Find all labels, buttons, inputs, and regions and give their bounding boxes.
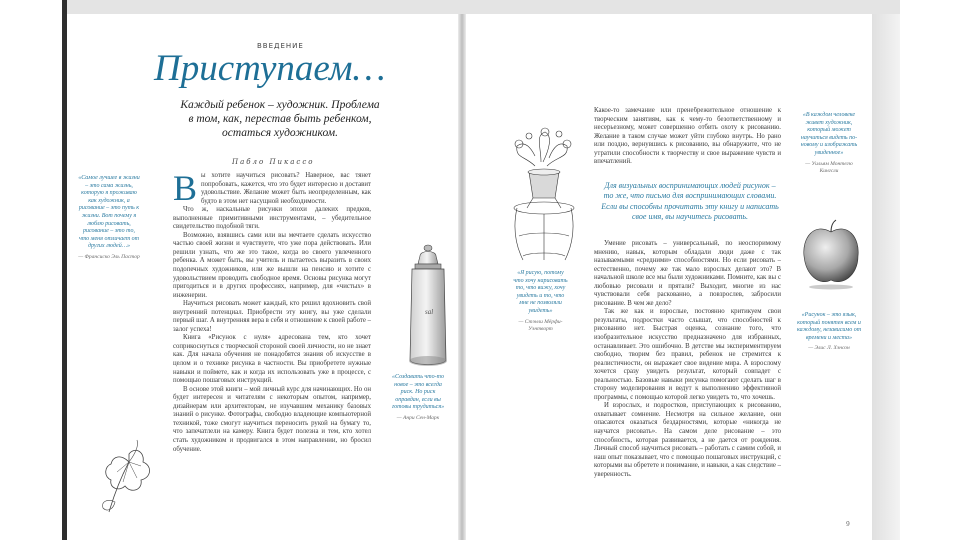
page-number: 9 xyxy=(846,521,850,528)
side-quote-text: «Я рисую, потому что хочу нарисовать то, что вижу, хочу увидеть и то, что мне не позволяли увидеть» xyxy=(513,270,568,314)
left-body-column xyxy=(173,172,371,520)
paragraph: Вы хотите научиться рисовать? Наверное, вас тянет попробовать, кажется, что это будет интересно и доставит удовольствие. Желание может быть неопределенным, как будто в этом нет насущной необходимости. xyxy=(173,172,371,208)
paragraph: Умение рисовать – универсальный, по неоспоримому мнению, навык, которым обладали люди даже с так называемыми «средними» способностями. Но если рисовать – естественно, почему же так мало взрослых делают это? В начальной школе все мы были художниками. Помните, как вы с любовью рисовали и прятали? Выходит, многие из нас чувствовали себя раскованно, а повзрослев, забросили рисование. В чем же дело? xyxy=(594,240,781,307)
grape-leaf-sketch xyxy=(95,432,170,522)
book-right-edge xyxy=(872,14,900,540)
apple-sketch xyxy=(800,218,862,290)
side-quote-right-top xyxy=(796,112,862,176)
salt-shaker-sketch xyxy=(398,242,458,372)
drop-cap: В xyxy=(173,172,198,208)
side-quote-center xyxy=(513,270,568,334)
paragraph: В основе этой книги – мой личный курс для начинающих. Но он будет интересен и читателям с некоторым опытом, например, дизайнерам или архитекторам, не изучавшим механику базовых знаний о рисунке. Фотографы, свободно владеющие компьютерной техникой, тоже смогут научиться переносить рукой на бумагу то, что запечатлели на камеру. Книга будет полезна и тем, кто хотел стать художником и продвигался в этом направлении, но бросил обучение. xyxy=(173,385,371,453)
book-top-edge xyxy=(62,0,900,15)
paragraph: Книга «Рисунок с нуля» адресована тем, кто хочет соприкоснуться с творческой стороной своей личности, но не знает как. Для начала обучения не понадобятся знания об искусстве в целом и о технике рисунка в частности. Вы приобретете нужные навыки и поймете, как и когда их использовать уже в процессе, с помощью пошаговых инструкций. xyxy=(173,334,371,385)
side-quote-left xyxy=(78,175,140,262)
epigraph-text: Каждый ребенок – художник. Проблема в том, как, перестав быть ребенком, остаться художником. xyxy=(180,99,380,139)
potted-plant-stand-sketch xyxy=(505,126,585,266)
side-quote-author: — Франсиско Эль Пастор xyxy=(78,253,140,260)
paragraph: И взрослых, и подростков, приступающих к рисованию, охватывает сомнение. Несмотря на сильное желание, они опасаются оказаться бездарностями, которые «никогда не научатся рисовать». На самом деле рисование – это способность, которая развивается, а не дается от рождения. Личный способ научиться рисовать – работать с самим собой, и наш опыт показывает, что с помощью пошаговых инструкций, с которыми вы обретете и понимание, и навыки, а как следствие – уверенность. xyxy=(594,402,781,478)
paragraph: Какое-то замечание или пренебрежительное отношение к творческим занятиям, как к чему-то безответственному и несерьезному, может совершенно отбить охоту к рисованию. Желание в таком случае может уйти глубоко внутрь. Но рано или поздно, вернувшись к рисованию, вы обнаружите, что не утратили способности к творчеству и свое выражение чувств и впечатлений. xyxy=(594,107,781,166)
chapter-title: Приступаем… xyxy=(154,48,386,89)
right-body-column xyxy=(594,240,781,516)
pull-quote: Для визуальных воспринимающих людей рисунок – то же, что письмо для воспринимающих словами. Если вы способны прочитать эту книгу и написать свое имя, вы научитесь рисовать. xyxy=(601,181,779,221)
side-quote-text: «Самое лучшее в жизни – это сама жизнь, которую я проживаю как художник, а рисование – это путь к жизни. Вот почему я люблю рисовать, рисование – это то, что меня отличает от других людей…» xyxy=(78,175,140,250)
side-quote-lower xyxy=(388,374,448,423)
section-label: ВВЕДЕНИЕ xyxy=(257,42,304,50)
side-quote-text: «Создавать что-то новое – это всегда риск. Но риск оправдан, если вы готовы трудиться» xyxy=(391,374,445,411)
paragraph: Так же как и взрослые, постоянно критикуем свои результаты, подростки часто слышат, что способностей к рисованию нет. Быстрая оценка, сознание того, что изобразительное искусство предназначено для избранных, останавливает. Это ошибочно. В детстве мы экспериментируем свободно, творим без правил, ребенок не стремится к реалистичности, он выражает свое видение мира. А взрослому хочется сразу увидеть результат, который совпадет с реальностью. Базовые навыки рисунка помогают сделать шаг в сторону моделирования и ведут к выполнению эффективной программы, с помощью которой легко увидеть то, что хочешь. xyxy=(594,308,781,401)
epigraph-author: Пабло Пикассо xyxy=(232,158,315,166)
side-quote-author: — Анри Сен-Марк xyxy=(396,414,440,421)
side-quote-text: «Рисунок – это язык, который понятен всем и каждому, независимо от времени и места» xyxy=(796,312,862,341)
paragraph: Научиться рисовать может каждый, кто решил вдохновить свой внутренний потенциал. Приобрести эту книгу, вы уже сделали первый шаг. А внутренняя вера в себя и отношение к своей работе – залог успеха! xyxy=(173,300,371,333)
right-body-column-top xyxy=(594,107,781,175)
side-quote-author: — Стэнли Мёрфи-Уэнтворт xyxy=(518,318,563,333)
paragraph: Что ж, наскальные рисунки эпохи далеких предков, выполненные примитивными инструментами, – убедительное свидетельство подобной тяги. xyxy=(173,206,371,231)
side-quote-author: — Элис Л. Хэнсон xyxy=(808,345,850,352)
side-quote-author: — Уильям Монтегю Кингсли xyxy=(805,160,853,175)
svg-text:sal: sal xyxy=(425,308,434,316)
side-quote-right-bottom xyxy=(796,312,862,353)
book-gutter xyxy=(458,14,466,540)
paragraph: Возможно, взявшись сами или вы мечтаете сделать искусство частью своей жизни и чувствуете, что уже пора действовать. Или решили узнать, что же это такое, когда во своего увлеченного ребенка. А может быть, вы учитель и пытаетесь выразить в своих подопечных художников, или же вышли на пенсию и хотите с удовольствием проводить свободное время. Основы рисунка могут пригодиться и в других профессиях, например, для «чистых» в инженерии. xyxy=(173,231,371,299)
side-quote-text: «В каждом человеке живет художник, который может научиться видеть по-новому и изображать увиденное» xyxy=(800,112,858,156)
